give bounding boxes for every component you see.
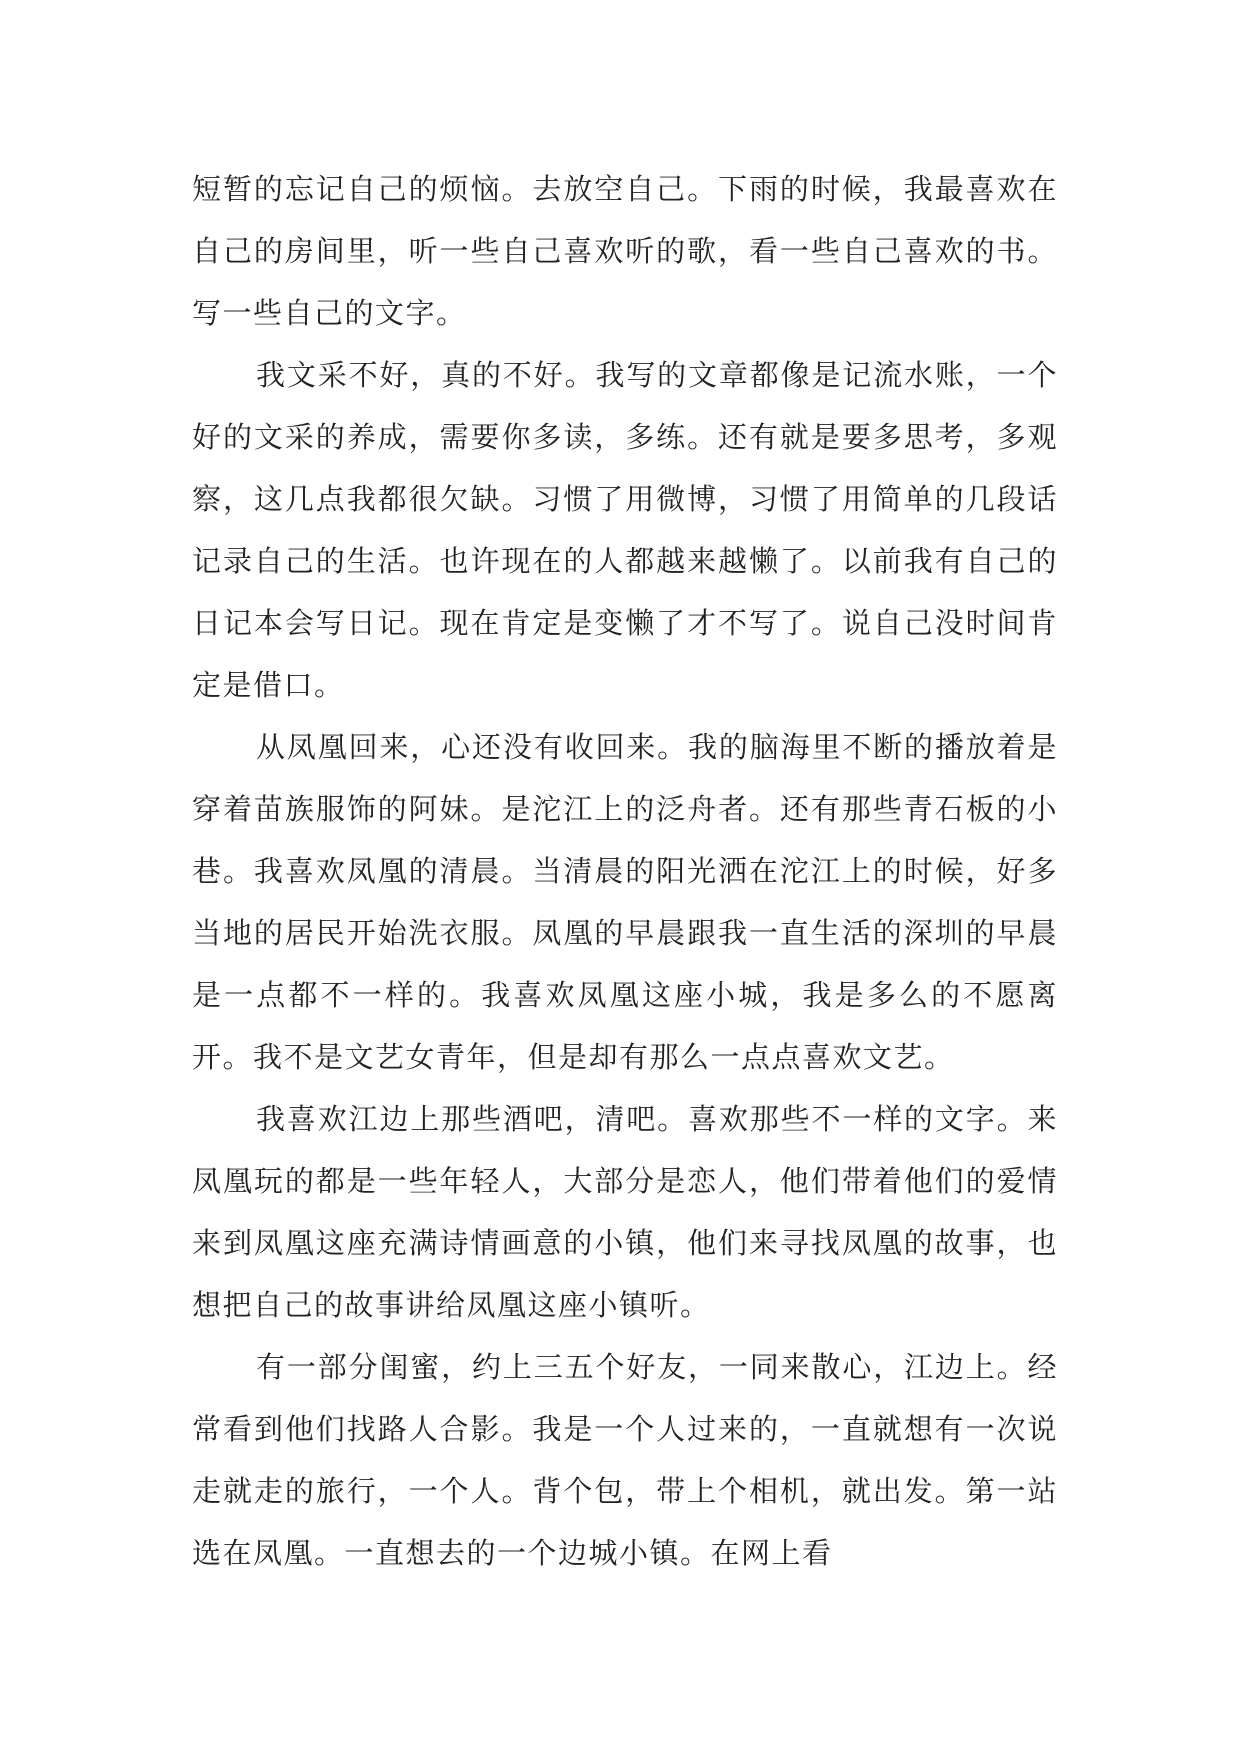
paragraph: 有一部分闺蜜，约上三五个好友，一同来散心，江边上。经常看到他们找路人合影。我是一个人过来的，一直就想有一次说走就走的旅行，一个人。背个包，带上个相机，就出发。第一站选在凤凰。一直想去的一个边城小镇。在网上看 — [192, 1350, 1058, 1570]
paragraph: 从凤凰回来，心还没有收回来。我的脑海里不断的播放着是穿着苗族服饰的阿妹。是沱江上的泛舟者。还有那些青石板的小巷。我喜欢凤凰的清晨。当清晨的阳光洒在沱江上的时候，好多当地的居民开始洗衣服。凤凰的早晨跟我一直生活的深圳的早晨是一点都不一样的。我喜欢凤凰这座小城，我是多么的不愿离开。我不是文艺女青年，但是却有那么一点点喜欢文艺。 — [192, 730, 1058, 1074]
paragraph: 我文采不好，真的不好。我写的文章都像是记流水账，一个好的文采的养成，需要你多读，多练。还有就是要多思考，多观察，这几点我都很欠缺。习惯了用微博，习惯了用简单的几段话记录自己的生活。也许现在的人都越来越懒了。以前我有自己的日记本会写日记。现在肯定是变懒了才不写了。说自己没时间肯定是借口。 — [192, 358, 1058, 702]
paragraph: 短暂的忘记自己的烦恼。去放空自己。下雨的时候，我最喜欢在自己的房间里，听一些自己喜欢听的歌，看一些自己喜欢的书。写一些自己的文字。 — [192, 172, 1058, 330]
document-body — [192, 158, 1058, 1584]
paragraph: 我喜欢江边上那些酒吧，清吧。喜欢那些不一样的文字。来凤凰玩的都是一些年轻人，大部分是恋人，他们带着他们的爱情来到凤凰这座充满诗情画意的小镇，他们来寻找凤凰的故事，也想把自己的故事讲给凤凰这座小镇听。 — [192, 1102, 1058, 1322]
